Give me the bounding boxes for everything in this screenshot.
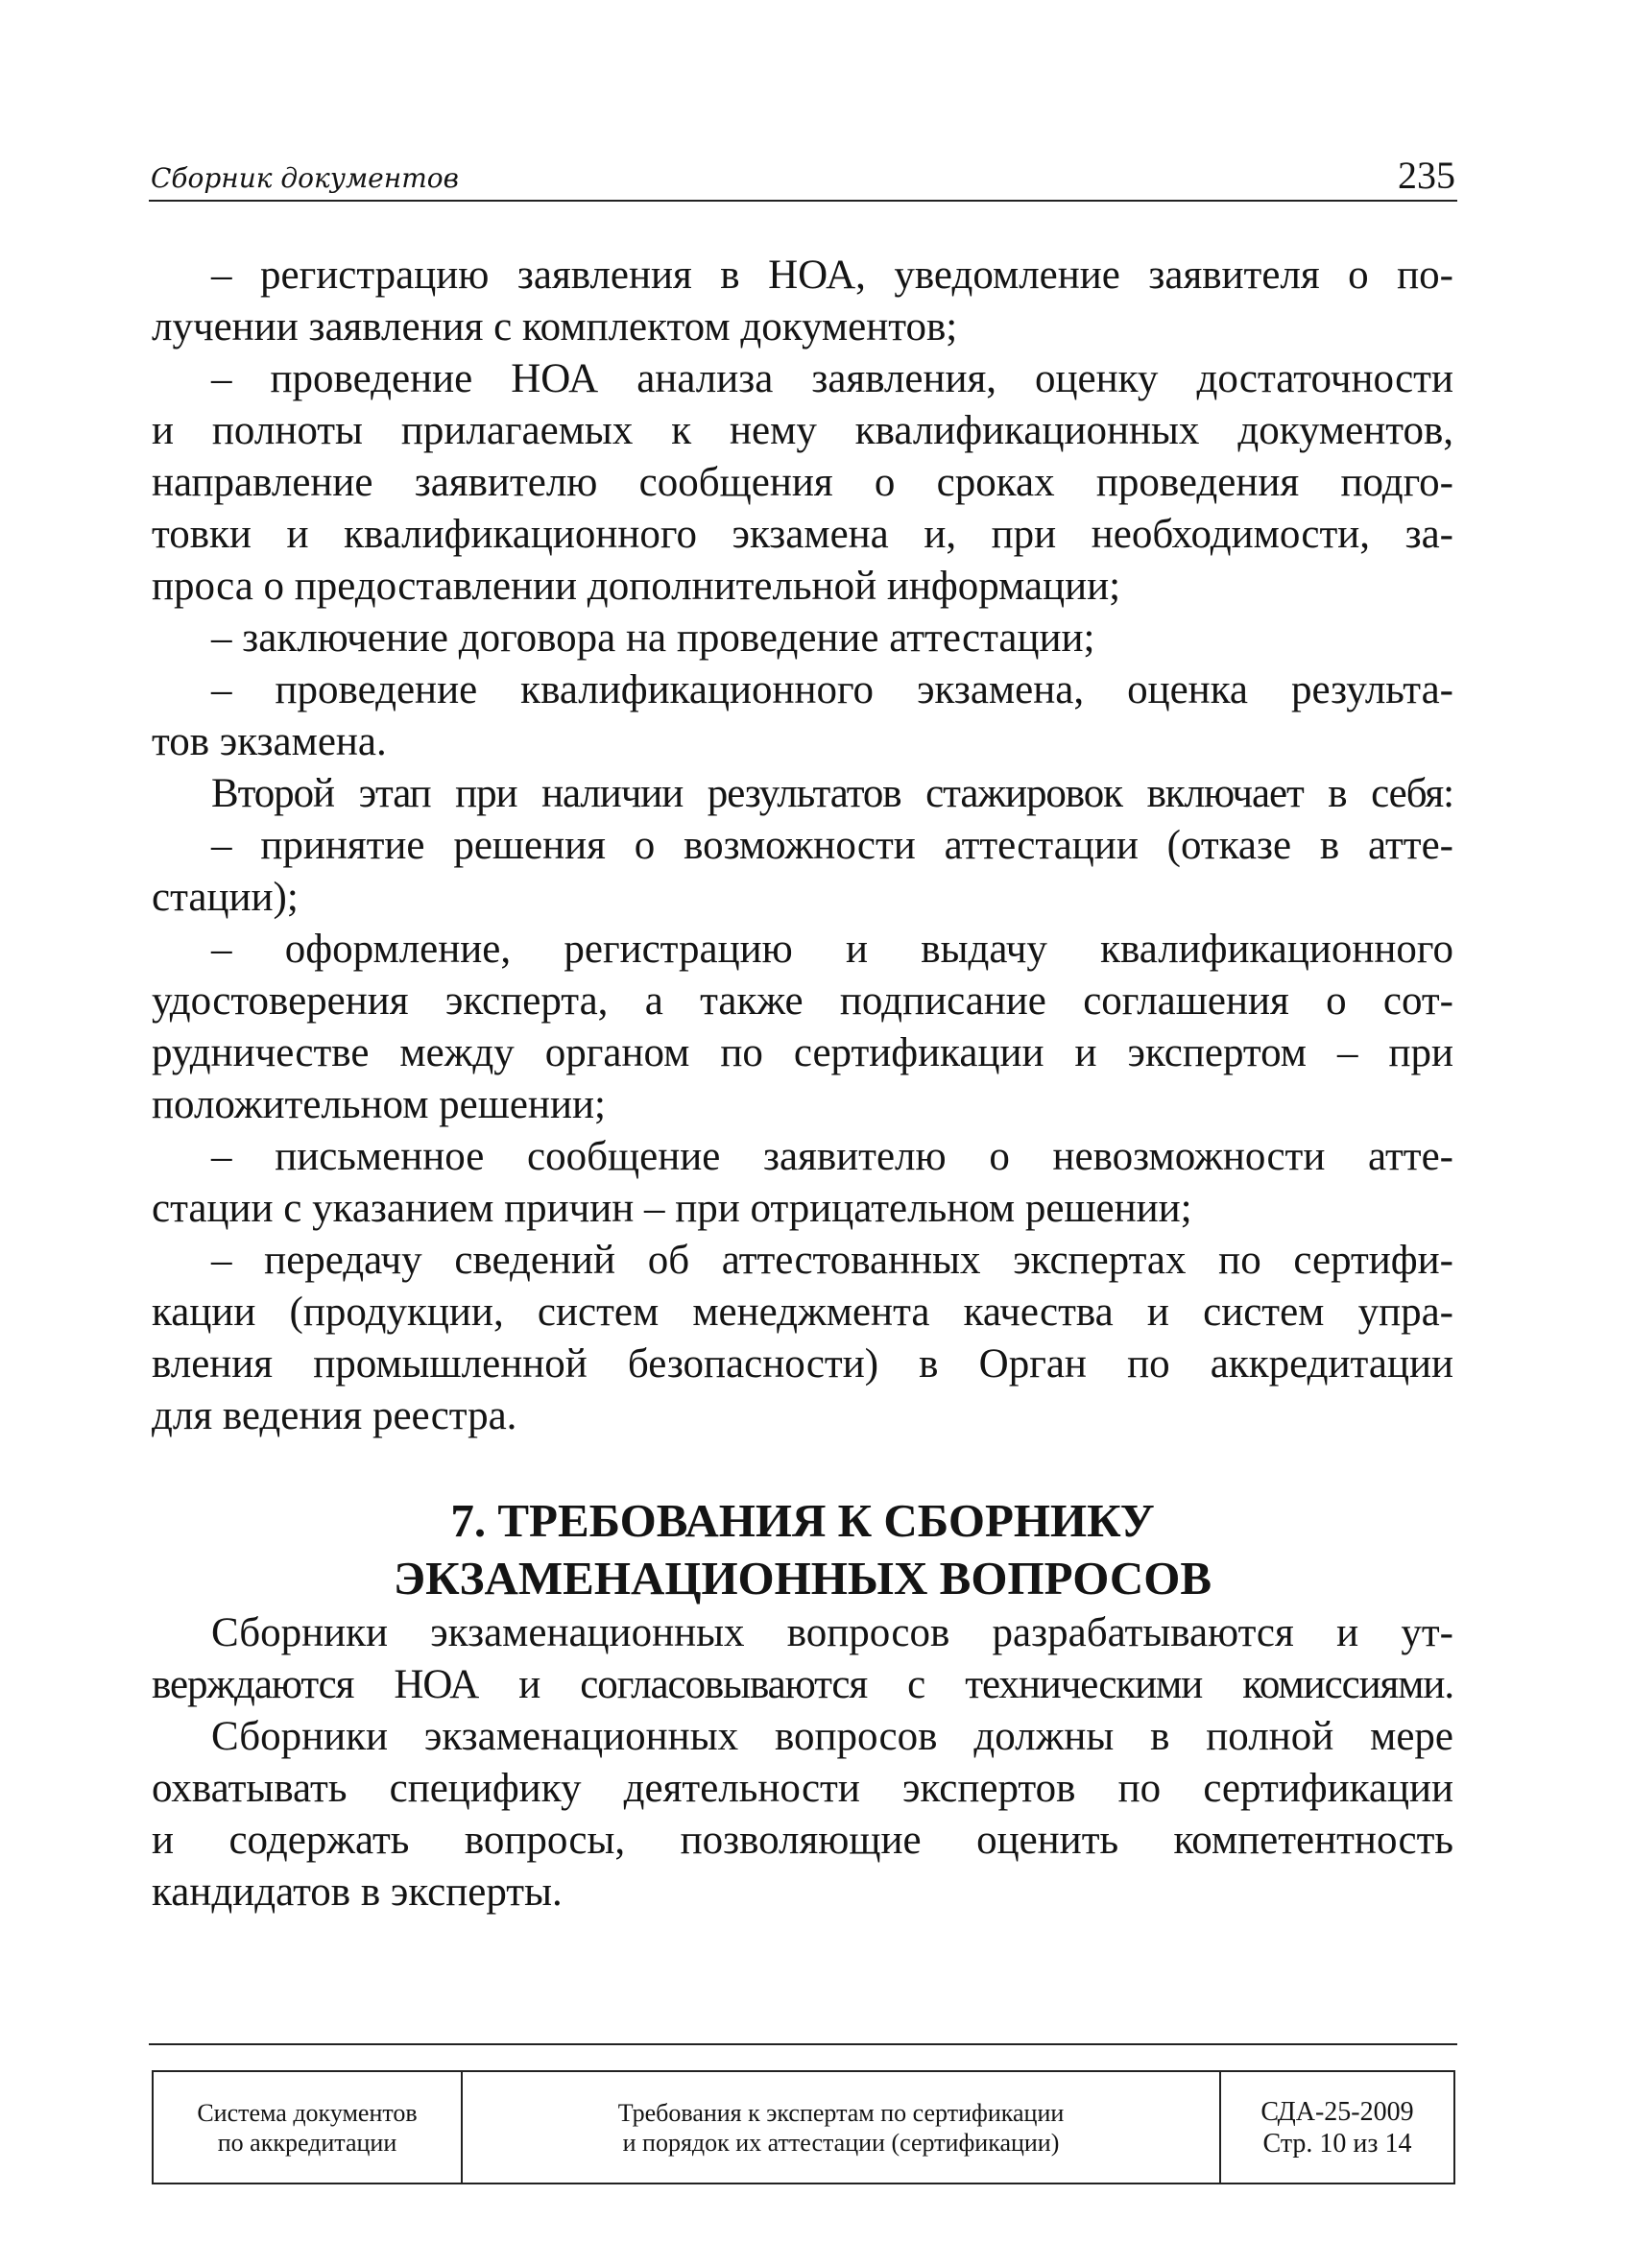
text-line: – передачу сведений об аттестованных экспертах по сертифи- <box>211 1238 1453 1283</box>
text-line: направление заявителю сообщения о сроках проведения подго- <box>152 460 1453 505</box>
text-line: лучении заявления с комплектом документов; <box>152 304 958 350</box>
text-line: положительном решении; <box>152 1082 606 1127</box>
footer-title-line: и порядок их аттестации (сертификации) <box>622 2128 1060 2157</box>
text-line: и полноты прилагаемых к нему квалификационных документов, <box>152 408 1453 453</box>
footer-table <box>152 2070 1455 2184</box>
text-line: проса о предоставлении дополнительной информации; <box>152 564 1121 609</box>
section-heading <box>152 1492 1453 1607</box>
page-number: 235 <box>1398 154 1455 197</box>
text-line: товки и квалификационного экзамена и, при необходимости, за- <box>152 512 1453 557</box>
text-line: – письменное сообщение заявителю о невозможности атте- <box>211 1134 1453 1179</box>
text-line: Второй этап при наличии результатов стажировок включает в себя: <box>211 771 1453 816</box>
footer-system-cell <box>154 2072 463 2183</box>
text-line: вления промышленной безопасности) в Орган по аккредитации <box>152 1341 1453 1387</box>
text-line: и содержать вопросы, позволяющие оценить компетентность <box>152 1818 1453 1863</box>
text-line: Сборники экзаменационных вопросов разрабатываются и ут- <box>211 1610 1453 1655</box>
text-line: – оформление, регистрацию и выдачу квалификационного <box>211 927 1453 972</box>
text-line: – проведение квалификационного экзамена, оценка результа- <box>211 667 1453 712</box>
page-reference: Стр. 10 из 14 <box>1262 2128 1412 2159</box>
text-line: – проведение НОА анализа заявления, оценку достаточности <box>211 356 1453 401</box>
text-line: – заключение договора на проведение аттестации; <box>211 615 1095 661</box>
section-heading-line: ЭКЗАМЕНАЦИОННЫХ ВОПРОСОВ <box>393 1552 1212 1604</box>
text-line: стации); <box>152 875 299 920</box>
text-line: тов экзамена. <box>152 719 387 764</box>
text-line: – регистрацию заявления в НОА, уведомление заявителя о по- <box>211 253 1453 298</box>
section-heading-line: 7. ТРЕБОВАНИЯ К СБОРНИКУ <box>450 1494 1155 1547</box>
text-line: кандидатов в эксперты. <box>152 1870 563 1915</box>
footer-rule <box>149 2043 1457 2045</box>
text-line: – принятие решения о возможности аттестации (отказе в атте- <box>211 823 1453 868</box>
footer-system-line: Система документов <box>197 2098 418 2127</box>
text-line: охватывать специфику деятельности экспертов по сертификации <box>152 1766 1453 1811</box>
footer-code-cell <box>1221 2072 1453 2183</box>
footer-system-line: по аккредитации <box>217 2128 397 2157</box>
text-line: для ведения реестра. <box>152 1393 517 1438</box>
running-title: Сборник документов <box>151 162 459 194</box>
text-line: стации с указанием причин – при отрицательном решении; <box>152 1186 1192 1231</box>
footer-title-line: Требования к экспертам по сертификации <box>617 2098 1065 2127</box>
page-header <box>149 146 1457 202</box>
text-line: кации (продукции, систем менеджмента качества и систем упра- <box>152 1290 1453 1335</box>
text-line: удостоверения эксперта, а также подписание соглашения о сот- <box>152 978 1453 1024</box>
text-line: Сборники экзаменационных вопросов должны в полной мере <box>211 1714 1453 1759</box>
document-code: СДА-25-2009 <box>1260 2096 1414 2127</box>
text-line: рудничестве между органом по сертификации и экспертом – при <box>152 1030 1453 1075</box>
text-line: верждаются НОА и согласовываются с техническими комиссиями. <box>152 1662 1453 1707</box>
main-text <box>152 250 1453 1918</box>
footer-title-cell <box>463 2072 1221 2183</box>
